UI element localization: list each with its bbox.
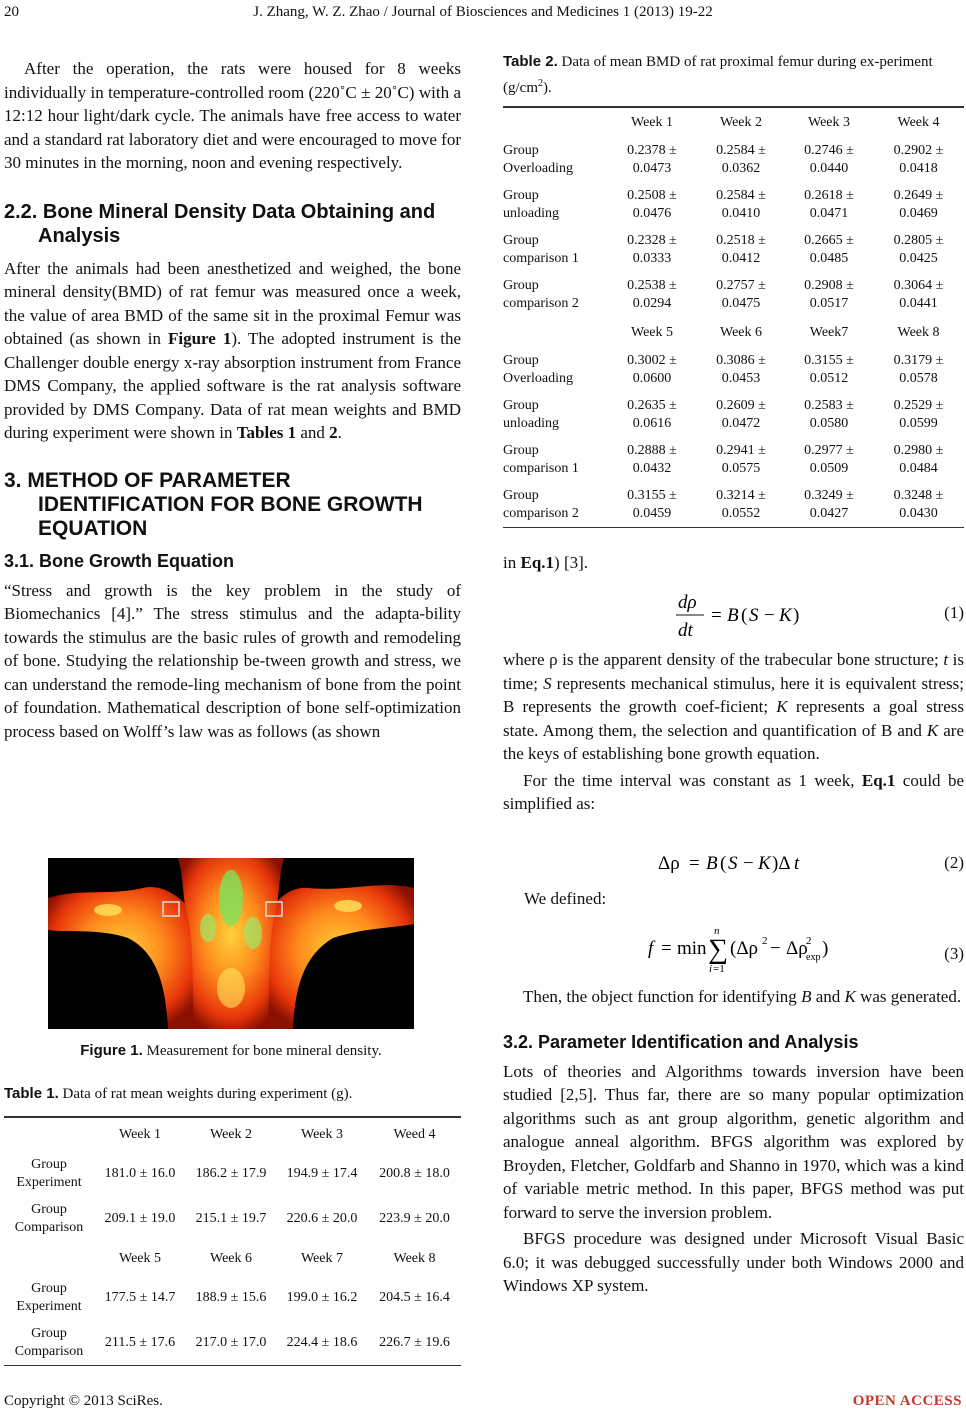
page-number: 20	[4, 4, 19, 20]
table-2-header-row	[503, 108, 964, 138]
svg-text:n: n	[714, 925, 720, 937]
svg-text:Δρ: Δρ	[658, 853, 680, 874]
table-cell: 177.5 ± 14.7	[104, 1290, 176, 1305]
we-defined: We defined:	[524, 889, 607, 908]
table-cell: 200.8 ± 18.0	[379, 1166, 450, 1181]
table-1-header-row	[4, 1118, 461, 1152]
svg-text:=1: =1	[713, 963, 725, 975]
paragraph-object-function: Then, the object function for identifying B and K was generated.	[523, 987, 962, 1006]
table-cell: 0.2529 ± 0.0599	[893, 398, 944, 431]
row-label: Group comparison 2	[503, 278, 579, 311]
table-cell: 0.3179 ± 0.0578	[893, 353, 944, 386]
column-header: Week 6	[209, 1250, 253, 1266]
column-header: Week 7	[300, 1250, 344, 1266]
table-2-ref: 2	[329, 423, 338, 442]
table-cell: 0.3248 ± 0.0430	[893, 487, 944, 521]
table-row	[4, 1152, 461, 1197]
eq1-intro: in Eq.1) [3].	[503, 553, 589, 572]
table-cell: 0.2618 ± 0.0471	[804, 188, 854, 221]
equation-3-formula	[646, 922, 836, 976]
row-label: Group Overloading	[503, 143, 573, 176]
svg-text:i: i	[709, 963, 713, 975]
column-header: Week 2	[719, 114, 763, 130]
table-cell: 181.0 ± 16.0	[104, 1166, 176, 1181]
row-label: Group Experiment	[16, 1157, 82, 1190]
equation-1-formula	[676, 588, 816, 644]
svg-text:S: S	[749, 605, 759, 626]
row-label: Group Comparison	[14, 1325, 84, 1359]
table-cell: 0.2980 ± 0.0484	[893, 443, 944, 476]
column-header: Weed 4	[393, 1126, 436, 1142]
table-cell: 199.0 ± 16.2	[286, 1290, 358, 1305]
row-label: Group comparison 2	[503, 487, 579, 521]
paragraph-bmd: After the animals had been anesthetized and weighed, the bone mineral density(BMD) of rat femur was measured once a week, the value of area BMD of the same sit in the proximal Femur was obtained (as shown in Figure 1). The adopted instrument is the Challenger double energy x-ray absorption instrument from France DMS Company, the applied software is the rat analysis software provided by DMS Company. Data of rat mean weights and BMD during experiment were shown in Tables 1 and 2.	[4, 258, 462, 442]
svg-text:S: S	[728, 853, 738, 874]
svg-text:t: t	[794, 853, 800, 874]
table-cell: 0.2649 ± 0.0469	[893, 188, 944, 221]
table-cell: 0.2805 ± 0.0425	[893, 233, 944, 266]
table-cell: 0.2538 ± 0.0294	[627, 278, 677, 311]
svg-text:)Δ: )Δ	[772, 853, 791, 874]
row-label: Group comparison 1	[503, 233, 579, 266]
svg-text:2: 2	[762, 935, 768, 947]
table-cell: 0.2941 ± 0.0575	[716, 443, 766, 476]
page-header	[0, 4, 966, 28]
table-cell: 0.2508 ± 0.0476	[627, 188, 677, 221]
table-cell: 0.2584 ± 0.0410	[716, 188, 766, 221]
equation-3	[646, 922, 836, 976]
table-2-header-row-2	[503, 318, 964, 348]
paragraph-stress-growth: “Stress and growth is the key problem in the study of Biomechanics [4].” The stress stimulus and the adapta-bility towards the stimulus are the basic rules of growth and remodeling of bone. Studying the relationship be-tween growth and stress, we can understand the remode-ling mechanism of bone from the point of foundation. Mathematical description of bone self-optimization process based on Wolff’s law was as follows (as shown	[4, 580, 461, 741]
table-1	[4, 1116, 461, 1366]
column-header: Week 3	[300, 1126, 344, 1142]
table-cell: 0.3155 ± 0.0512	[804, 353, 854, 386]
table-cell: 0.2518 ± 0.0412	[716, 233, 766, 266]
table-cell: 209.1 ± 19.0	[104, 1211, 176, 1226]
table-cell: 0.2584 ± 0.0362	[716, 143, 766, 176]
section-3-heading: 3. METHOD OF PARAMETER IDENTIFICATION FOR BONE GROWTH EQUATION	[4, 468, 423, 540]
table-cell: 217.0 ± 17.0	[195, 1334, 267, 1350]
table-cell: 0.2908 ± 0.0517	[804, 278, 854, 311]
table-cell: 0.2746 ± 0.0440	[804, 143, 854, 176]
table-cell: 0.3214 ± 0.0552	[716, 487, 766, 521]
table-row	[503, 438, 964, 483]
table-row	[503, 183, 964, 228]
table-row	[503, 138, 964, 183]
svg-text:−: −	[743, 853, 754, 874]
svg-text:): )	[793, 605, 800, 626]
equation-3-number: (3)	[944, 944, 964, 963]
section-3-1-heading: 3.1. Bone Growth Equation	[4, 550, 235, 571]
table-row	[503, 273, 964, 318]
table-1-header-row-2	[4, 1242, 461, 1276]
svg-text:=: =	[661, 938, 672, 959]
table-row	[503, 228, 964, 273]
table-cell: 0.2635 ± 0.0616	[627, 398, 677, 431]
table-row	[4, 1276, 461, 1321]
table-cell: 0.2583 ± 0.0580	[804, 398, 854, 431]
table-cell: 0.3086 ± 0.0453	[716, 353, 766, 386]
svg-text:∑: ∑	[708, 934, 728, 965]
table-cell: 211.5 ± 17.6	[104, 1334, 176, 1350]
table-cell: 186.2 ± 17.9	[195, 1166, 267, 1181]
table-row	[4, 1321, 461, 1366]
table-cell: 0.2328 ± 0.0333	[627, 233, 677, 266]
table-cell: 0.2378 ± 0.0473	[627, 143, 677, 176]
column-header: Week 2	[209, 1126, 253, 1142]
svg-text:2: 2	[806, 935, 812, 947]
svg-text:exp: exp	[806, 952, 821, 963]
bone-density-scan-image	[48, 858, 414, 1029]
section-3-2-heading: 3.2. Parameter Identification and Analysis	[503, 1031, 859, 1052]
page-footer	[4, 1393, 962, 1410]
row-label: Group unloading	[503, 188, 559, 221]
figure-1-image	[48, 858, 414, 1029]
svg-text:B: B	[706, 853, 718, 874]
table-cell: 0.3064 ± 0.0441	[893, 278, 944, 311]
table-2-caption: Table 2. Data of mean BMD of rat proximal femur during ex-periment $(g/cm^2)$.	[503, 53, 933, 96]
paragraph-housing: After the operation, the rats were housed for 8 weeks individually in temperature-controlled room (220˚C ± 20˚C) with a 12:12 hour light/dark cycle. The animals have free access to water and a standard rat laboratory diet and were encouraged to move for 30 minutes in the morning, noon and evening respectively.	[4, 59, 461, 172]
svg-text:): )	[822, 938, 829, 959]
table-cell: 0.3002 ± 0.0600	[627, 353, 677, 386]
table-cell: 188.9 ± 15.6	[195, 1290, 267, 1305]
table-cell: 0.2888 ± 0.0432	[627, 443, 677, 476]
figure-1-caption: Figure 1. Measurement for bone mineral density.	[80, 1042, 382, 1059]
table-row	[4, 1197, 461, 1242]
table-cell: 0.2902 ± 0.0418	[893, 143, 944, 176]
svg-text:=: =	[689, 853, 700, 874]
row-label: Group Experiment	[16, 1281, 82, 1314]
table-cell: 226.7 ± 19.6	[379, 1334, 450, 1350]
equation-1	[676, 588, 816, 644]
table-cell: 215.1 ± 19.7	[195, 1211, 267, 1226]
svg-text:Δρ: Δρ	[786, 938, 808, 959]
table-cell: 0.3155 ± 0.0459	[627, 487, 677, 521]
equation-2-number: (2)	[944, 853, 964, 872]
table-cell: 0.2609 ± 0.0472	[716, 398, 766, 431]
table-2	[503, 106, 964, 528]
table-1-caption: Table 1. Data of rat mean weights during experiment (g).	[4, 1085, 353, 1102]
column-header: Week 5	[630, 324, 674, 340]
column-header: Week 8	[897, 324, 940, 340]
svg-text:=: =	[711, 605, 722, 626]
column-header: Week 8	[393, 1250, 436, 1266]
table-cell: 0.2977 ± 0.0509	[804, 443, 854, 476]
left-column	[4, 57, 461, 743]
table-cell: 0.2665 ± 0.0485	[804, 233, 854, 266]
table-row	[503, 393, 964, 438]
open-access-label: OPEN ACCESS	[852, 1393, 962, 1409]
paragraph-algorithms: Lots of theories and Algorithms towards inversion have been studied [2,5]. Thus far, there are so many popular optimization algorithms such as ant group algorithm, genetic algorithm and analogue anneal algorithm. BFGS algorithm was explored by Broyden, Fletcher, Goldfarb and Shanno in 1970, which was a kind of variable metric method. In this paper, BFGS method was put forward to serve the inversion problem.	[503, 1061, 964, 1222]
svg-text:(: (	[741, 605, 748, 626]
table-row	[503, 348, 964, 393]
svg-text:K: K	[758, 853, 771, 874]
row-label: Group Overloading	[503, 353, 573, 386]
column-header: Week 5	[118, 1250, 162, 1266]
svg-text:(: (	[720, 853, 727, 874]
table-cell: 223.9 ± 20.0	[379, 1211, 450, 1226]
equation-1-number: (1)	[944, 603, 964, 622]
equation-2	[656, 849, 816, 877]
figure-1-ref: Figure 1	[167, 329, 232, 348]
table-cell: 0.2757 ± 0.0475	[716, 278, 766, 311]
table-cell: 220.6 ± 20.0	[286, 1211, 358, 1226]
column-header: Week 1	[118, 1126, 162, 1142]
svg-text:dρ: dρ	[678, 592, 697, 613]
column-header: Week 4	[897, 114, 940, 130]
equation-2-formula	[656, 849, 816, 877]
svg-text:dt: dt	[678, 620, 693, 641]
paragraph-where: where ρ is the apparent density of the trabecular bone structure; t is time; S represents mechanical stimulus, here it is equivalent stress; B represents the growth coef-ficient; K represents a goal stress state. Among them, the selection and quantification of B and K are the keys of establishing bone growth equation. For the time interval was constant as 1 week, Eq.1 could be simplified as:	[503, 650, 965, 813]
column-header: Week 6	[719, 324, 763, 340]
svg-text:min: min	[677, 938, 707, 959]
svg-text:−: −	[770, 938, 781, 959]
table-row	[503, 483, 964, 528]
table-cell: 0.3249 ± 0.0427	[804, 487, 854, 521]
svg-text:−: −	[764, 605, 775, 626]
row-label: Group unloading	[503, 398, 559, 431]
svg-text:K: K	[779, 605, 792, 626]
column-header: Week 1	[630, 114, 674, 130]
tables-1-ref: Tables 1	[236, 423, 297, 442]
table-cell: 224.4 ± 18.6	[286, 1334, 358, 1350]
copyright: Copyright © 2013 SciRes.	[4, 1393, 163, 1409]
svg-text:f: f	[648, 938, 654, 959]
svg-text:(Δρ: (Δρ	[730, 938, 759, 959]
table-cell: 204.5 ± 16.4	[379, 1290, 450, 1305]
paragraph-bfgs: BFGS procedure was designed under Microsoft Visual Basic 6.0; it was debugged successfully under both Windows 2000 and Windows XP system.	[503, 1229, 964, 1295]
right-column-bottom	[503, 985, 964, 1298]
svg-text:B: B	[727, 605, 739, 626]
column-header: Week7	[809, 324, 849, 340]
table-cell: 194.9 ± 17.4	[286, 1166, 358, 1181]
row-label: Group comparison 1	[503, 443, 579, 476]
column-header: Week 3	[807, 114, 851, 130]
running-title: J. Zhang, W. Z. Zhao / Journal of Biosciences and Medicines 1 (2013) 19-22	[253, 4, 713, 20]
row-label: Group Comparison	[14, 1202, 84, 1235]
section-2-2-heading: 2.2. Bone Mineral Density Data Obtaining and Analysis	[4, 200, 436, 247]
